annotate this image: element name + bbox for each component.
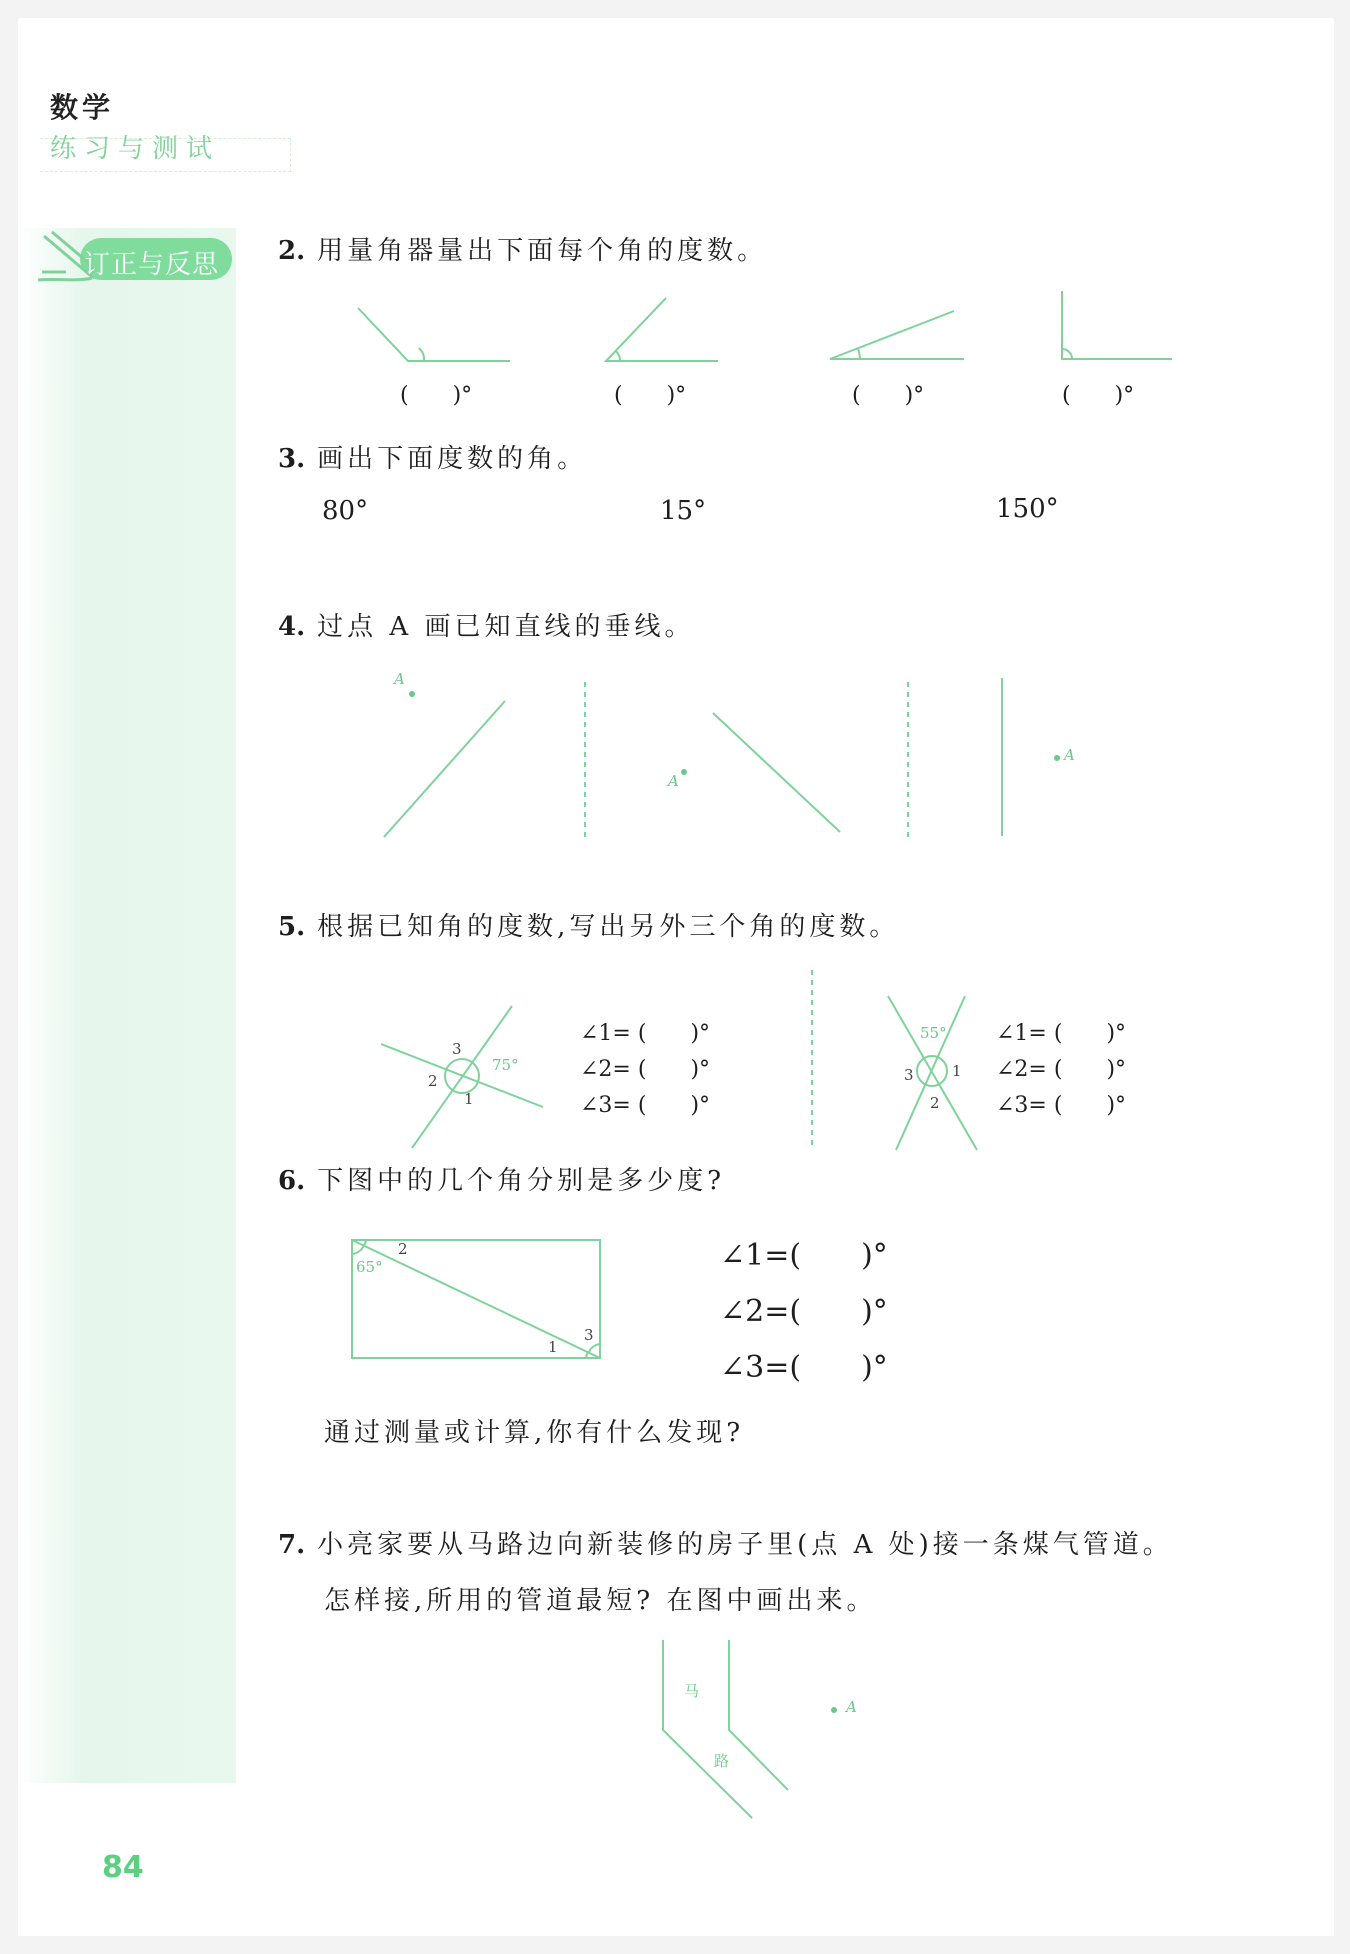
point-label: A <box>1064 746 1075 764</box>
question-7-line-2: 怎样接,所用的管道最短? 在图中画出来。 <box>324 1586 877 1616</box>
question-number: 4. <box>278 612 306 642</box>
point-label: A <box>668 772 679 790</box>
question-number: 2. <box>278 236 306 266</box>
angle-label: 3 <box>584 1326 594 1344</box>
angle-equation[interactable]: ∠2= ( )° <box>580 1057 711 1082</box>
question-text: 下图中的几个角分别是多少度? <box>317 1166 726 1196</box>
angle-equation[interactable]: ∠3= ( )° <box>996 1093 1127 1118</box>
road-edge <box>663 1640 752 1818</box>
degree-value: 15° <box>660 496 707 526</box>
road-label: 马 <box>684 1682 700 1700</box>
degree-value: 150° <box>996 494 1059 524</box>
angle-equation[interactable]: ∠2= ( )° <box>996 1057 1127 1082</box>
question-text: 过点 A 画已知直线的垂线。 <box>317 612 695 642</box>
answer-blank[interactable]: ( )° <box>400 383 473 408</box>
angle-label: 3 <box>904 1066 914 1084</box>
angle-equation[interactable]: ∠2=( )° <box>720 1294 888 1329</box>
question-text: 根据已知角的度数,写出另外三个角的度数。 <box>317 912 900 942</box>
angle-label: 3 <box>452 1040 462 1058</box>
book-subtitle: 练习与测试 <box>50 134 221 164</box>
given-angle: 75° <box>492 1056 519 1074</box>
page-number: 84 <box>102 1850 144 1885</box>
angle-label: 1 <box>464 1090 474 1108</box>
angle-equation[interactable]: ∠3= ( )° <box>580 1093 711 1118</box>
followup-question: 通过测量或计算,你有什么发现? <box>324 1418 745 1448</box>
road-edge <box>729 1640 788 1790</box>
angle-label: 1 <box>952 1062 962 1080</box>
angle-equation[interactable]: ∠1=( )° <box>720 1238 888 1273</box>
angle-label: 1 <box>548 1338 558 1356</box>
angle-label: 2 <box>428 1072 438 1090</box>
angle-equation[interactable]: ∠3=( )° <box>720 1350 888 1385</box>
sidebar-label: 订正与反思 <box>84 250 220 280</box>
answer-blank[interactable]: ( )° <box>614 383 687 408</box>
given-angle: 65° <box>356 1258 383 1276</box>
given-angle: 55° <box>920 1024 947 1042</box>
degree-value: 80° <box>322 496 369 526</box>
question-number: 5. <box>278 912 306 942</box>
angle-equation[interactable]: ∠1= ( )° <box>996 1021 1127 1046</box>
question-text: 画出下面度数的角。 <box>317 444 588 474</box>
question-number: 3. <box>278 444 306 474</box>
question-text: 小亮家要从马路边向新装修的房子里(点 A 处)接一条煤气管道。 <box>317 1530 1173 1560</box>
book-title: 数学 <box>50 91 115 124</box>
question-text: 用量角器量出下面每个角的度数。 <box>317 236 768 266</box>
road-label: 路 <box>714 1752 730 1770</box>
angle-label: 2 <box>398 1240 408 1258</box>
point-label: A <box>394 670 405 688</box>
answer-blank[interactable]: ( )° <box>852 383 925 408</box>
angle-equation[interactable]: ∠1= ( )° <box>580 1021 711 1046</box>
question-number: 7. <box>278 1530 306 1560</box>
question-number: 6. <box>278 1166 306 1196</box>
answer-blank[interactable]: ( )° <box>1062 383 1135 408</box>
angle-label: 2 <box>930 1094 940 1112</box>
point-a <box>831 1707 837 1713</box>
point-label: A <box>846 1698 857 1716</box>
